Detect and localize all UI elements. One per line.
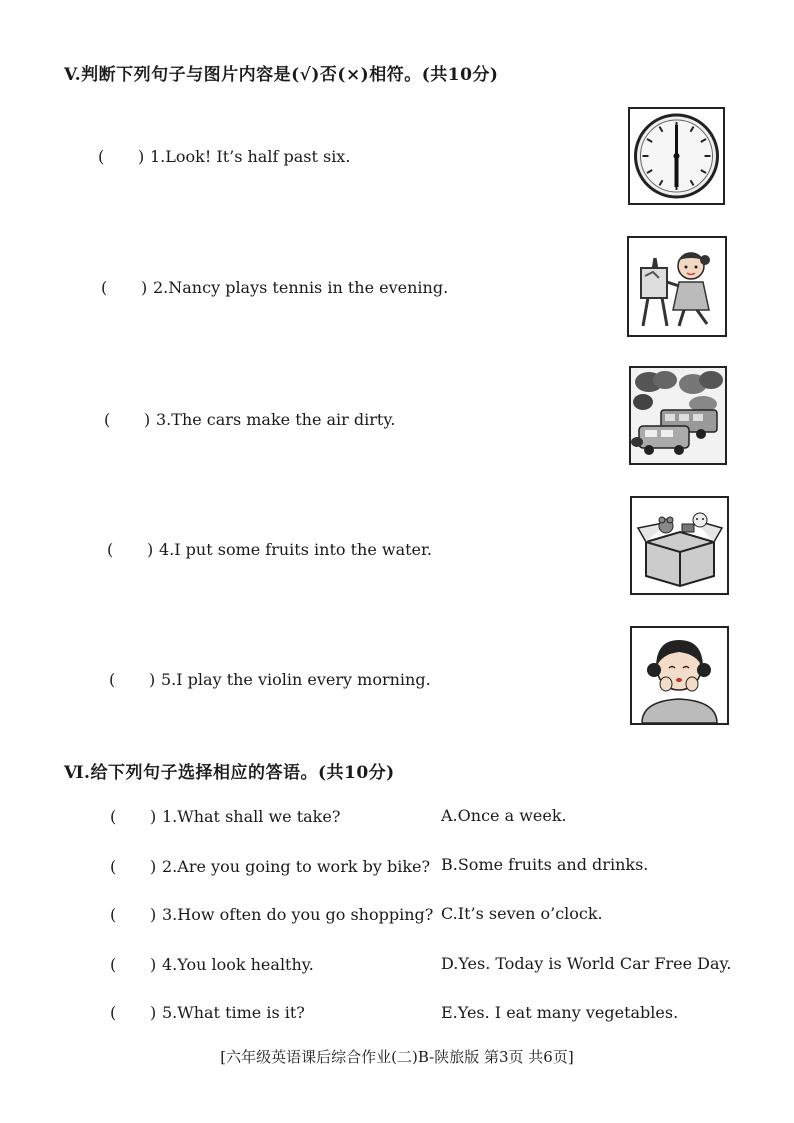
s6-question-1 bbox=[110, 807, 340, 826]
answer-blank-close: ) bbox=[147, 540, 154, 559]
answer-blank-close: ) bbox=[149, 670, 156, 689]
worried-girl-icon bbox=[630, 626, 729, 725]
question-text: 5.I play the violin every morning. bbox=[161, 670, 431, 689]
answer-blank-open[interactable]: ( bbox=[110, 905, 117, 924]
answer-blank-open[interactable]: ( bbox=[107, 540, 114, 559]
girl-painting-icon bbox=[627, 236, 727, 337]
answer-blank-close: ) bbox=[144, 410, 151, 429]
s5-question-4 bbox=[107, 540, 432, 559]
s5-question-2 bbox=[101, 278, 448, 297]
question-text: 3.The cars make the air dirty. bbox=[156, 410, 396, 429]
s5-question-1 bbox=[98, 147, 350, 166]
question-text: 4.I put some fruits into the water. bbox=[159, 540, 432, 559]
car-pollution-icon bbox=[629, 366, 727, 465]
s6-question-5 bbox=[110, 1003, 305, 1022]
answer-option-a: A.Once a week. bbox=[441, 806, 567, 825]
s6-question-3 bbox=[110, 905, 433, 924]
answer-blank-open[interactable]: ( bbox=[109, 670, 116, 689]
answer-option-c: C.It’s seven o’clock. bbox=[441, 904, 603, 923]
answer-blank-open[interactable]: ( bbox=[110, 1003, 117, 1022]
question-text: 4.You look healthy. bbox=[162, 955, 314, 974]
question-text: 5.What time is it? bbox=[162, 1003, 305, 1022]
s5-question-5 bbox=[109, 670, 431, 689]
answer-blank-close: ) bbox=[150, 1003, 157, 1022]
section-6-title: Ⅵ.给下列句子选择相应的答语。(共10分) bbox=[64, 763, 395, 783]
question-text: 1.Look! It’s half past six. bbox=[150, 147, 351, 166]
answer-blank-close: ) bbox=[138, 147, 145, 166]
toy-box-icon bbox=[630, 496, 729, 595]
answer-blank-open[interactable]: ( bbox=[110, 807, 117, 826]
answer-option-e: E.Yes. I eat many vegetables. bbox=[441, 1003, 679, 1022]
answer-blank-open[interactable]: ( bbox=[110, 857, 117, 876]
clock-icon bbox=[628, 107, 725, 205]
section-5-title: V.判断下列句子与图片内容是(√)否(×)相符。(共10分) bbox=[64, 65, 499, 85]
page-footer: [六年级英语课后综合作业(二)B-陕旅版 第3页 共6页] bbox=[220, 1048, 574, 1066]
s6-question-4 bbox=[110, 955, 314, 974]
answer-blank-open[interactable]: ( bbox=[104, 410, 111, 429]
answer-blank-open[interactable]: ( bbox=[101, 278, 108, 297]
question-text: 2.Are you going to work by bike? bbox=[162, 857, 431, 876]
answer-blank-open[interactable]: ( bbox=[110, 955, 117, 974]
s6-question-2 bbox=[110, 857, 430, 876]
answer-blank-close: ) bbox=[150, 905, 157, 924]
question-text: 2.Nancy plays tennis in the evening. bbox=[153, 278, 449, 297]
answer-blank-close: ) bbox=[150, 857, 157, 876]
answer-option-b: B.Some fruits and drinks. bbox=[441, 855, 649, 874]
answer-blank-close: ) bbox=[141, 278, 148, 297]
answer-blank-close: ) bbox=[150, 807, 157, 826]
s5-question-3 bbox=[104, 410, 395, 429]
question-text: 1.What shall we take? bbox=[162, 807, 341, 826]
answer-blank-open[interactable]: ( bbox=[98, 147, 105, 166]
answer-option-d: D.Yes. Today is World Car Free Day. bbox=[441, 954, 732, 973]
question-text: 3.How often do you go shopping? bbox=[162, 905, 434, 924]
answer-blank-close: ) bbox=[150, 955, 157, 974]
